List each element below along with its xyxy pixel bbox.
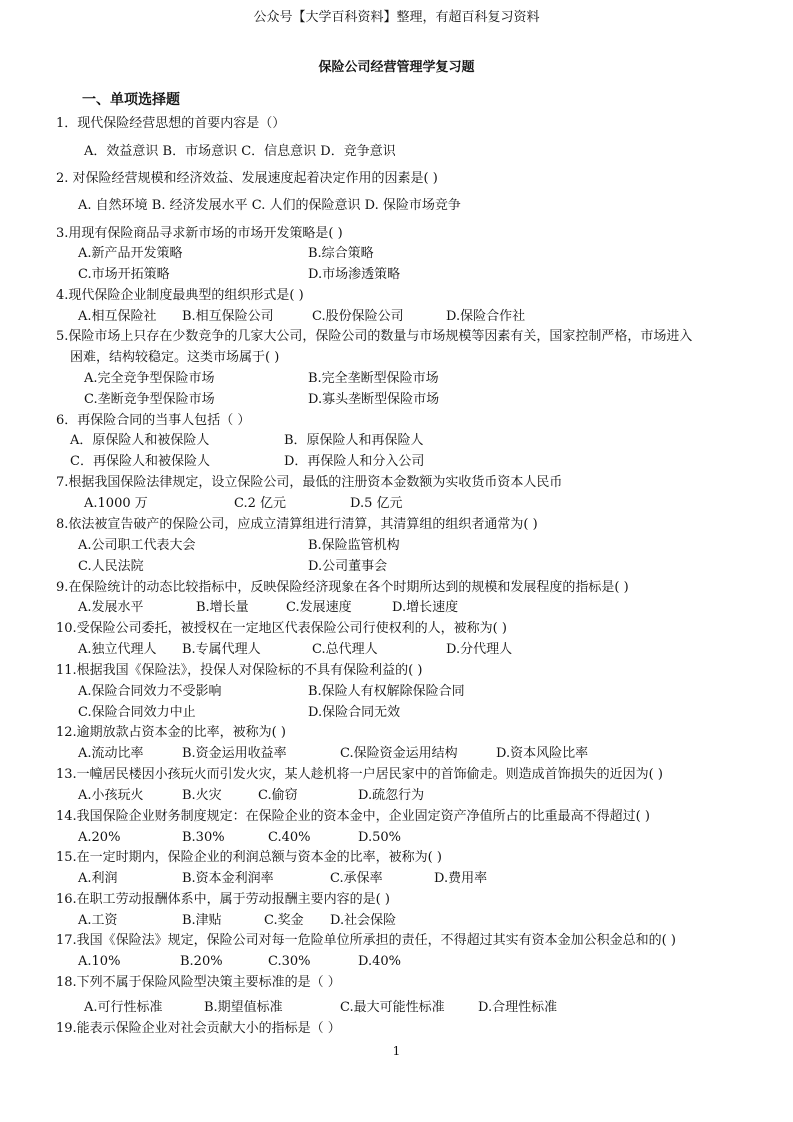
question-6-option-b: B．原保险人和再保险人 [284, 433, 424, 448]
question-14-option-a: A.20% [78, 830, 121, 845]
question-14-option-d: D.50% [358, 830, 401, 845]
question-8-option-a: A.公司职工代表大会 [78, 538, 196, 553]
question-15-option-d: D.费用率 [434, 871, 488, 886]
question-15-option-a: A.利润 [78, 871, 118, 886]
question-10-option-b: B.专属代理人 [182, 642, 261, 657]
question-11-option-b: B.保险人有权解除保险合同 [308, 684, 465, 699]
question-9: 9.在保险统计的动态比较指标中，反映保险经济现象在各个时期所达到的规模和发展程度的指标是( ) [56, 580, 629, 595]
question-5-continued: 困难，结构较稳定。这类市场属于( ) [70, 350, 280, 365]
question-16-option-b: B.津贴 [182, 913, 222, 928]
question-4-option-d: D.保险合作社 [446, 309, 526, 324]
question-10-option-c: C.总代理人 [312, 642, 378, 657]
question-9-option-a: A.发展水平 [78, 600, 144, 615]
question-17-option-b: B.20% [180, 954, 223, 969]
question-4-option-a: A.相互保险社 [78, 309, 157, 324]
question-5-option-a: A.完全竞争型保险市场 [84, 371, 215, 386]
question-11-option-d: D.保险合同无效 [308, 705, 401, 720]
question-10-option-a: A.独立代理人 [78, 642, 157, 657]
question-19: 19.能表示保险企业对社会贡献大小的指标是（ ） [56, 1021, 341, 1036]
question-6-option-a: A．原保险人和被保险人 [70, 433, 210, 448]
question-17-option-c: C.30% [268, 954, 311, 969]
question-3-option-a: A.新产品开发策略 [78, 246, 183, 261]
question-12: 12.逾期放款占资本金的比率，被称为( ) [56, 725, 286, 740]
question-8-option-b: B.保险监管机构 [308, 538, 400, 553]
question-18-option-a: A.可行性标准 [84, 1000, 163, 1015]
question-18-option-c: C.最大可能性标准 [340, 1000, 445, 1015]
question-12-option-d: D.资本风险比率 [496, 746, 589, 761]
question-6-option-c: C．再保险人和被保险人 [70, 454, 210, 469]
question-5-option-b: B.完全垄断型保险市场 [308, 371, 439, 386]
question-15-option-b: B.资本金利润率 [182, 871, 274, 886]
question-13-option-d: D.疏忽行为 [358, 788, 425, 803]
question-17-option-d: D.40% [358, 954, 401, 969]
question-5: 5.保险市场上只存在少数竞争的几家大公司，保险公司的数量与市场规模等因素有关，国家控制严格，市场进入 [56, 329, 693, 344]
question-9-option-b: B.增长量 [196, 600, 249, 615]
question-11-option-a: A.保险合同效力不受影响 [78, 684, 222, 699]
question-7-option-d: D.5 亿元 [350, 496, 403, 511]
question-3-option-d: D.市场渗透策略 [308, 267, 401, 282]
question-3-option-c: C.市场开拓策略 [78, 267, 170, 282]
question-13-option-a: A.小孩玩火 [78, 788, 144, 803]
question-1-options: A．效益意识 B．市场意识 C．信息意识 D．竞争意识 [84, 144, 396, 159]
question-18: 18.下列不属于保险风险型决策主要标准的是（ ） [56, 975, 341, 990]
question-12-option-a: A.流动比率 [78, 746, 144, 761]
question-11-option-c: C.保险合同效力中止 [78, 705, 196, 720]
question-4-option-c: C.股份保险公司 [312, 309, 404, 324]
question-14-option-c: C.40% [268, 830, 311, 845]
question-1: 1．现代保险经营思想的首要内容是（） [56, 116, 286, 131]
question-8-option-c: C.人民法院 [78, 559, 144, 574]
question-5-option-d: D.寡头垄断型保险市场 [308, 392, 440, 407]
question-4-option-b: B.相互保险公司 [182, 309, 274, 324]
question-7: 7.根据我国保险法律规定，设立保险公司，最低的注册资本金数额为实收货币资本人民币 [56, 475, 563, 490]
question-17-option-a: A.10% [78, 954, 121, 969]
question-6-option-d: D．再保险人和分入公司 [284, 454, 425, 469]
question-13-option-b: B.火灾 [182, 788, 222, 803]
question-9-option-d: D.增长速度 [392, 600, 459, 615]
question-4: 4.现代保险企业制度最典型的组织形式是( ) [56, 288, 304, 303]
question-6: 6．再保险合同的当事人包括（ ） [56, 413, 251, 428]
question-12-option-c: C.保险资金运用结构 [340, 746, 458, 761]
question-13-option-c: C.偷窃 [258, 788, 298, 803]
question-18-option-d: D.合理性标准 [478, 1000, 558, 1015]
question-16-option-d: D.社会保险 [330, 913, 397, 928]
question-12-option-b: B.资金运用收益率 [182, 746, 287, 761]
page-number: 1 [392, 1044, 401, 1058]
question-7-option-c: C.2 亿元 [234, 496, 287, 511]
question-11: 11.根据我国《保险法》，投保人对保险标的不具有保险利益的( ) [56, 663, 423, 678]
question-2-options: A. 自然环境 B. 经济发展水平 C. 人们的保险意识 D. 保险市场竞争 [78, 198, 461, 213]
question-15: 15.在一定时期内，保险企业的利润总额与资本金的比率，被称为( ) [56, 850, 442, 865]
question-3-option-b: B.综合策略 [308, 246, 374, 261]
question-18-option-b: B.期望值标准 [204, 1000, 283, 1015]
question-15-option-c: C.承保率 [330, 871, 383, 886]
question-8-option-d: D.公司董事会 [308, 559, 388, 574]
question-10-option-d: D.分代理人 [446, 642, 513, 657]
page-header: 公众号【大学百科资料】整理，有超百科复习资料 [253, 10, 540, 25]
question-5-option-c: C.垄断竞争型保险市场 [84, 392, 215, 407]
question-17: 17.我国《保险法》规定，保险公司对每一危险单位所承担的责任，不得超过其实有资本金加公积金总和的( ) [56, 933, 676, 948]
question-16: 16.在职工劳动报酬体系中，属于劳动报酬主要内容的是( ) [56, 892, 390, 907]
question-9-option-c: C.发展速度 [286, 600, 352, 615]
question-10: 10.受保险公司委托，被授权在一定地区代表保险公司行使权利的人，被称为( ) [56, 621, 507, 636]
section-heading: 一、单项选择题 [82, 92, 180, 108]
question-14-option-b: B.30% [182, 830, 225, 845]
question-16-option-a: A.工资 [78, 913, 118, 928]
document-title: 保险公司经营管理学复习题 [318, 60, 475, 75]
question-2: 2. 对保险经营规模和经济效益、发展速度起着决定作用的因素是( ) [56, 171, 438, 186]
question-8: 8.依法被宣告破产的保险公司，应成立清算组进行清算，其清算组的组织者通常为( ) [56, 517, 538, 532]
question-7-option-a: A.1000 万 [84, 496, 148, 511]
question-3: 3.用现有保险商品寻求新市场的市场开发策略是( ) [56, 226, 343, 241]
question-13: 13.一幢居民楼因小孩玩火而引发火灾，某人趁机将一户居民家中的首饰偷走。则造成首饰损失的近因为( ) [56, 767, 663, 782]
question-16-option-c: C.奖金 [264, 913, 304, 928]
question-14: 14.我国保险企业财务制度规定：在保险企业的资本金中，企业固定资产净值所占的比重最高不得超过( ) [56, 809, 650, 824]
